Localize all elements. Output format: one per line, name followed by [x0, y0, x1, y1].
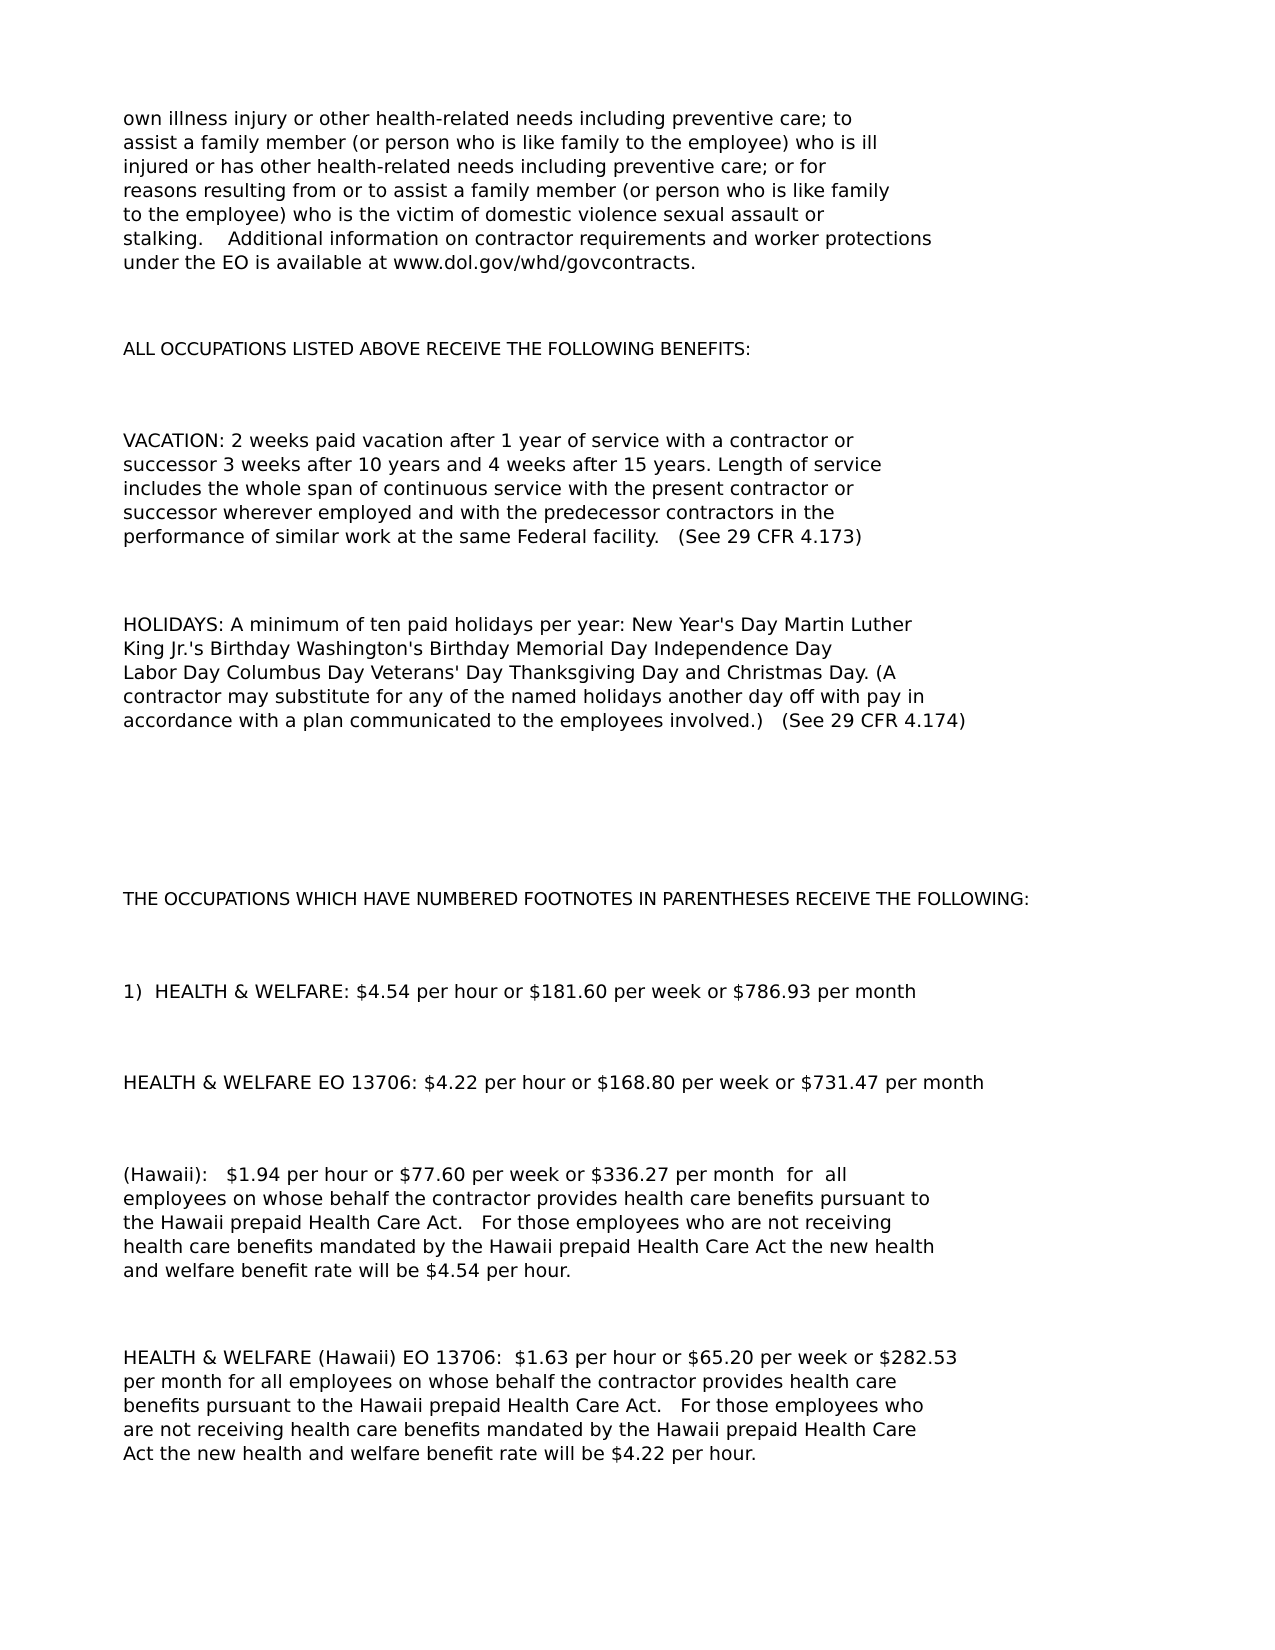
holidays-line: HOLIDAYS: A minimum of ten paid holidays per year: New Year's Day Martin Luther	[123, 614, 912, 636]
hawaii-eo-line: per month for all employees on whose behalf the contractor provides health care	[123, 1371, 897, 1393]
hawaii-line: health care benefits mandated by the Hawaii prepaid Health Care Act the new health	[123, 1236, 935, 1258]
holidays-line: King Jr.'s Birthday Washington's Birthday Memorial Day Independence Day	[123, 638, 833, 660]
hawaii-eo-line: benefits pursuant to the Hawaii prepaid Health Care Act. For those employees who	[123, 1395, 924, 1417]
intro-line: injured or has other health-related needs including preventive care; or for	[123, 156, 826, 178]
hawaii-line: and welfare benefit rate will be $4.54 per hour.	[123, 1260, 572, 1282]
holidays-line: Labor Day Columbus Day Veterans' Day Thanksgiving Day and Christmas Day. (A	[123, 662, 896, 684]
intro-line: own illness injury or other health-related needs including preventive care; to	[123, 108, 853, 130]
benefits-heading: ALL OCCUPATIONS LISTED ABOVE RECEIVE THE FOLLOWING BENEFITS:	[123, 339, 751, 360]
hawaii-eo-line: are not receiving health care benefits mandated by the Hawaii prepaid Health Care	[123, 1419, 917, 1441]
health-welfare-line: 1) HEALTH & WELFARE: $4.54 per hour or $181.60 per week or $786.93 per month	[123, 981, 917, 1003]
footnotes-heading-block	[123, 888, 1030, 912]
intro-line: assist a family member (or person who is like family to the employee) who is ill	[123, 132, 878, 154]
hawaii-paragraph	[123, 1163, 935, 1283]
intro-line: to the employee) who is the victim of domestic violence sexual assault or	[123, 204, 825, 226]
hawaii-line: the Hawaii prepaid Health Care Act. For those employees who are not receiving	[123, 1212, 892, 1234]
hawaii-eo-paragraph	[123, 1346, 958, 1466]
vacation-line: includes the whole span of continuous service with the present contractor or	[123, 478, 854, 500]
intro-paragraph	[123, 107, 932, 275]
vacation-line: successor wherever employed and with the predecessor contractors in the	[123, 502, 835, 524]
intro-line: stalking. Additional information on contractor requirements and worker protections	[123, 228, 932, 250]
vacation-paragraph	[123, 429, 882, 549]
intro-line: reasons resulting from or to assist a family member (or person who is like family	[123, 180, 890, 202]
health-welfare-eo-line: HEALTH & WELFARE EO 13706: $4.22 per hour or $168.80 per week or $731.47 per month	[123, 1072, 985, 1094]
hawaii-eo-line: Act the new health and welfare benefit rate will be $4.22 per hour.	[123, 1443, 757, 1465]
holidays-paragraph	[123, 613, 966, 733]
benefits-heading-block	[123, 338, 751, 362]
vacation-line: VACATION: 2 weeks paid vacation after 1 year of service with a contractor or	[123, 430, 854, 452]
health-welfare-eo-block	[123, 1071, 984, 1095]
health-welfare-block	[123, 980, 916, 1004]
holidays-line: accordance with a plan communicated to the employees involved.) (See 29 CFR 4.174)	[123, 710, 966, 732]
vacation-line: performance of similar work at the same Federal facility. (See 29 CFR 4.173)	[123, 526, 863, 548]
intro-line: under the EO is available at www.dol.gov/whd/govcontracts.	[123, 252, 697, 274]
hawaii-eo-line: HEALTH & WELFARE (Hawaii) EO 13706: $1.63 per hour or $65.20 per week or $282.53	[123, 1347, 958, 1369]
holidays-line: contractor may substitute for any of the named holidays another day off with pay in	[123, 686, 925, 708]
hawaii-line: employees on whose behalf the contractor provides health care benefits pursuant to	[123, 1188, 930, 1210]
footnotes-heading: THE OCCUPATIONS WHICH HAVE NUMBERED FOOTNOTES IN PARENTHESES RECEIVE THE FOLLOWING:	[123, 889, 1030, 910]
hawaii-line: (Hawaii): $1.94 per hour or $77.60 per week or $336.27 per month for all	[123, 1164, 848, 1186]
vacation-line: successor 3 weeks after 10 years and 4 weeks after 15 years. Length of service	[123, 454, 882, 476]
